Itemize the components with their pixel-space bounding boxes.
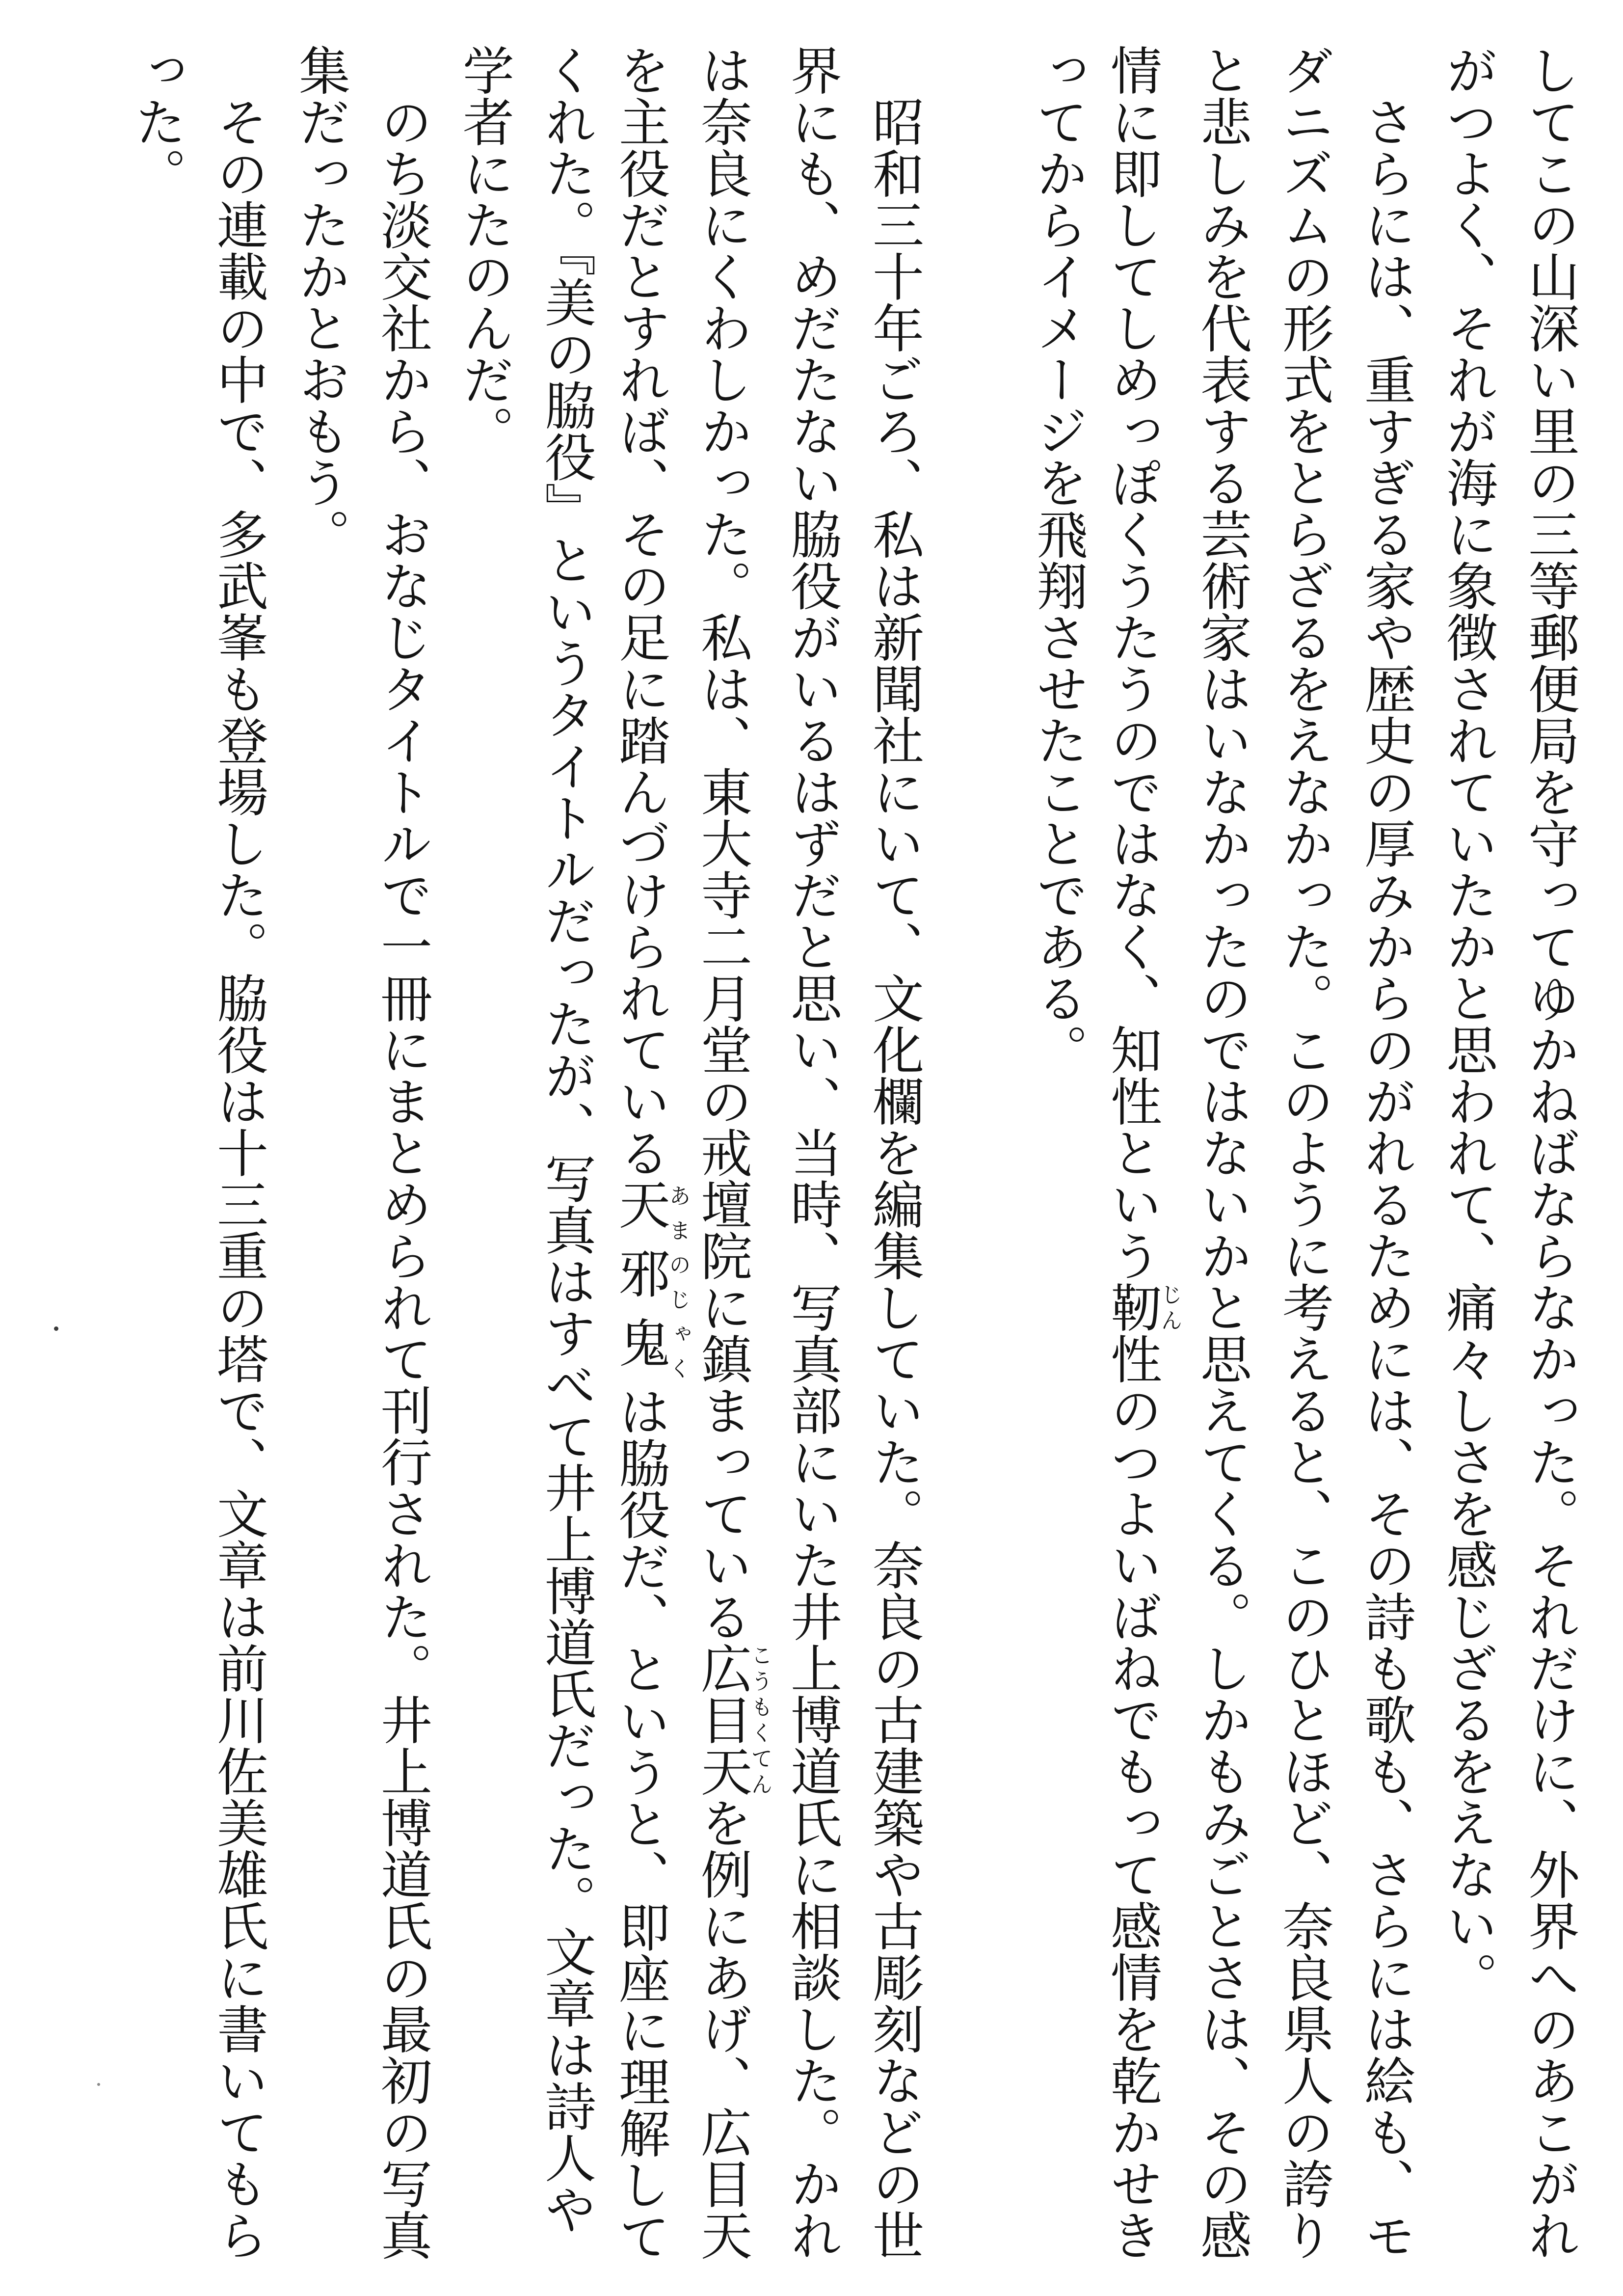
ruby-reading: こうもくてん [747,1642,772,1797]
line-text: 情に即してしめっぽくうたうのではなく、知性という [1102,44,1162,1281]
ruby-base: 靭 [1102,1281,1162,1333]
paragraph-break-spacer [935,0,1017,2296]
text-column: 集だったかとおもう。 [291,44,350,560]
furigana [1102,1281,1182,1333]
text-column: 学者にたのんだ。 [454,44,514,457]
text-column [607,0,689,2296]
line-text: 性のつよいばねでもって感情を乾かせき [1102,1333,1162,2261]
line-text: を例にあげ、広目天 [692,1797,752,2261]
text-column: くれた。『美の脇役』というタイトルだったが、写真はすべて井上博道氏だった。文章は詩人や [536,44,596,2235]
text-column: その連載の中で、多武峯も登場した。脇役は十三重の塔で、文章は前川佐美雄氏に書いてもら [209,96,268,2261]
text-column: してこの山深い里の三等郵便局を守ってゆかねばならなかった。それだけに、外界へのあこがれ [1520,44,1580,2261]
line-text: は奈良にくわしかった。私は、東大寺二月堂の戒壇院に鎮まっている [692,44,752,1642]
ruby-reading: あまのじゃく [665,1178,691,1386]
text-column [1099,0,1181,2296]
line-text: は脇役だ、というと、即座に理解して [611,1385,670,2262]
text-column: ってからイメージを飛翔させたことである。 [1028,44,1088,1075]
text-column [689,0,771,2296]
text-column: ダニズムの形式をとらざるをえなかった。このように考えると、このひとほど、奈良県人の誇り [1274,44,1334,2261]
ruby-reading: じん [1157,1281,1182,1333]
text-column: 昭和三十年ごろ、私は新聞社にいて、文化欄を編集していた。奈良の古建築や古彫刻などの世 [864,96,924,2261]
scan-speck [54,1326,58,1331]
furigana [611,1178,691,1386]
text-column: った。 [127,44,186,199]
text-column: と悲しみを代表する芸術家はいなかったのではないかと思えてくる。しかもみごとさは、その感 [1192,44,1252,2261]
text-column: のち淡交社から、おなじタイトルで一冊にまとめられて刊行された。井上博道氏の最初の写真 [372,96,432,2261]
ruby-base: 広目天 [692,1642,752,1797]
furigana [692,1642,772,1797]
scan-speck [97,2083,100,2086]
text-column: さらには、重すぎる家や歴史の厚みからのがれるためには、その詩も歌も、さらには絵も、モ [1356,96,1416,2261]
ruby-base: 天邪鬼 [611,1178,670,1386]
line-text: を主役だとすれば、その足に踏んづけられている [611,44,670,1178]
text-column: 界にも、めだたない脇役がいるはずだと思い、当時、写真部にいた井上博道氏に相談した。かれ [782,44,842,2261]
text-column: がつよく、それが海に象徴されていたかと思われて、痛々しさを感じざるをえない。 [1438,44,1498,2003]
